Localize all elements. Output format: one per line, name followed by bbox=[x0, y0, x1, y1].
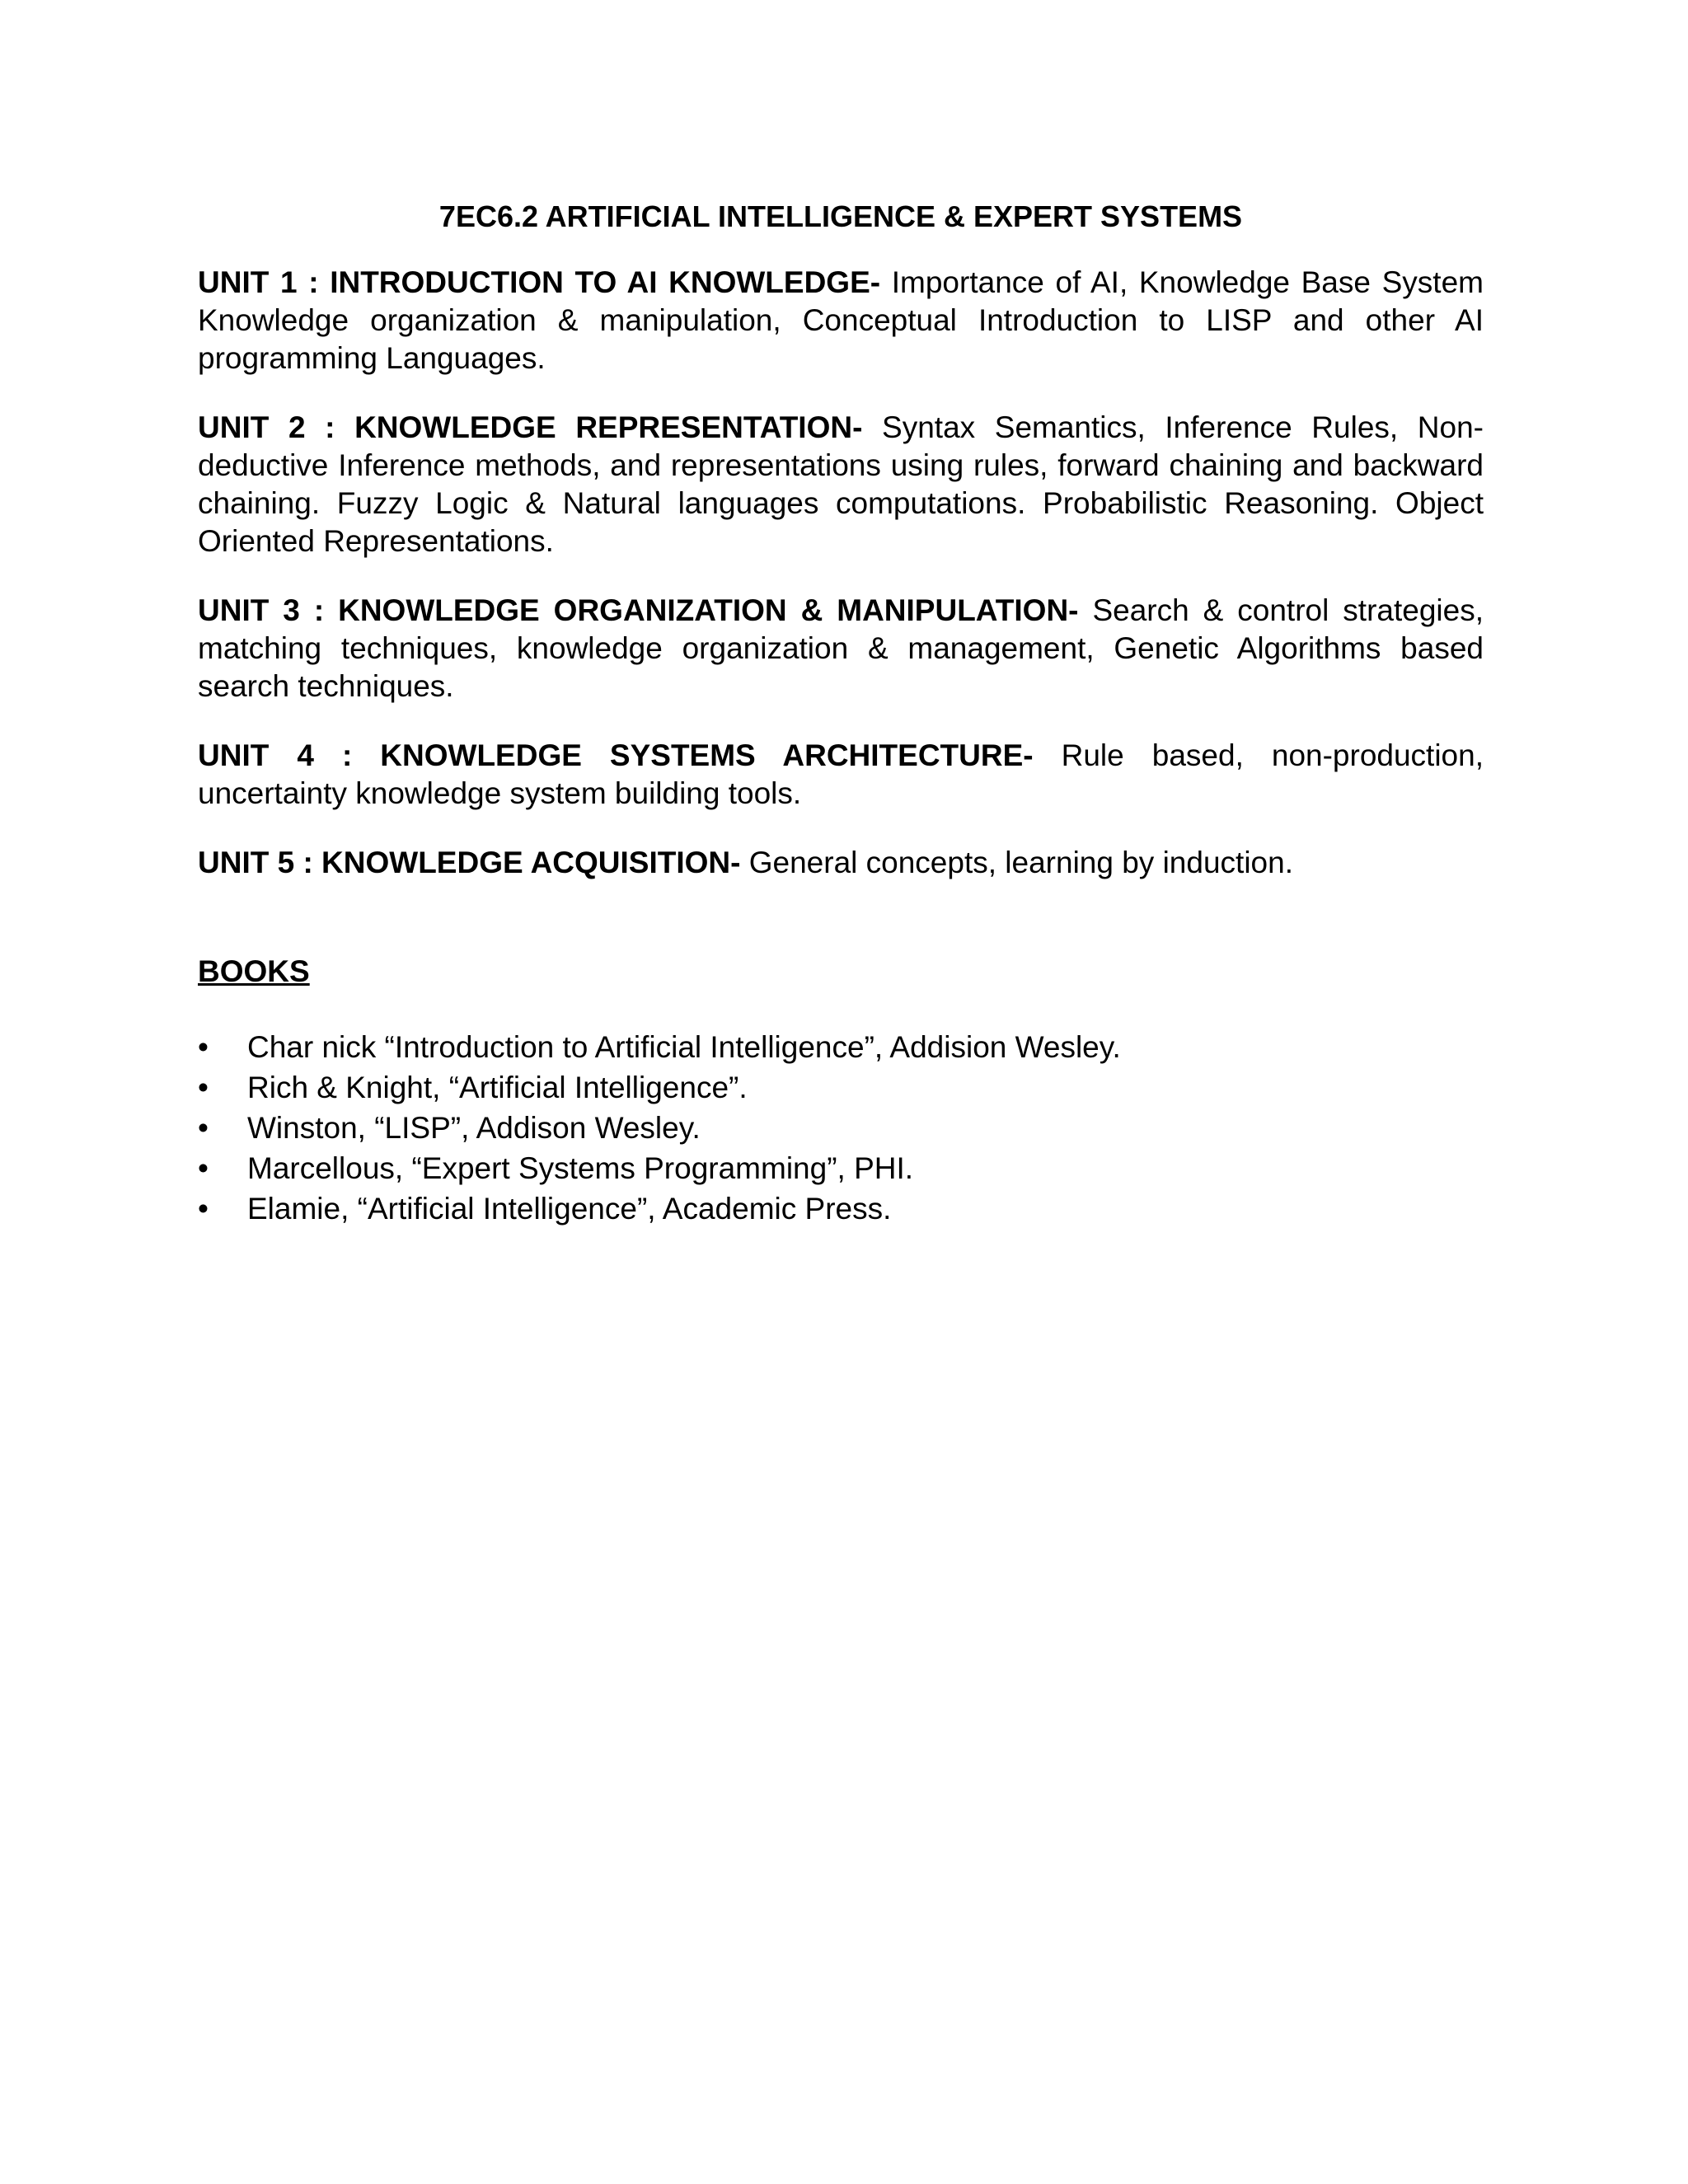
bullet-icon: • bbox=[198, 1071, 209, 1104]
book-list bbox=[198, 1027, 1484, 1229]
unit-5-paragraph bbox=[198, 844, 1484, 882]
bullet-icon: • bbox=[198, 1192, 209, 1226]
book-item bbox=[198, 1067, 1484, 1108]
book-item bbox=[198, 1148, 1484, 1188]
book-item bbox=[198, 1108, 1484, 1148]
unit-3-paragraph bbox=[198, 592, 1484, 705]
unit-4-body: Rule based, non-production, uncertainty knowledge system building tools. bbox=[198, 738, 1484, 810]
unit-4-heading: UNIT 4 : KNOWLEDGE SYSTEMS ARCHITECTURE- bbox=[198, 738, 1034, 772]
document-title: 7EC6.2 ARTIFICIAL INTELLIGENCE & EXPERT SYSTEMS bbox=[438, 199, 1243, 233]
books-heading: BOOKS bbox=[198, 954, 310, 988]
bullet-icon: • bbox=[198, 1030, 209, 1064]
syllabus-page bbox=[198, 198, 1484, 1229]
book-text: Rich & Knight, “Artificial Intelligence”. bbox=[247, 1071, 748, 1104]
bullet-icon: • bbox=[198, 1111, 209, 1145]
unit-2-heading: UNIT 2 : KNOWLEDGE REPRESENTATION- bbox=[198, 410, 863, 444]
unit-1-body: Importance of AI, Knowledge Base System Knowledge organization & manipulation, Conceptual Introduction to LISP and other AI programming Languages. bbox=[198, 265, 1484, 375]
unit-5-body: General concepts, learning by induction. bbox=[740, 846, 1293, 879]
unit-2-paragraph bbox=[198, 409, 1484, 560]
unit-1-paragraph bbox=[198, 264, 1484, 377]
unit-2-body: Syntax Semantics, Inference Rules, Non-deductive Inference methods, and representations using rules, forward chaining and backward chaining. Fuzzy Logic & Natural languages computations. Probabilistic Reasoning. Object Oriented Representations. bbox=[198, 410, 1484, 558]
bullet-icon: • bbox=[198, 1151, 209, 1185]
book-text: Winston, “LISP”, Addison Wesley. bbox=[247, 1111, 701, 1145]
book-item bbox=[198, 1027, 1484, 1067]
book-text: Marcellous, “Expert Systems Programming”, PHI. bbox=[247, 1151, 914, 1185]
unit-5-heading: UNIT 5 : KNOWLEDGE ACQUISITION- bbox=[198, 846, 741, 879]
book-text: Elamie, “Artificial Intelligence”, Academic Press. bbox=[247, 1192, 892, 1226]
unit-4-paragraph bbox=[198, 737, 1484, 813]
unit-3-heading: UNIT 3 : KNOWLEDGE ORGANIZATION & MANIPULATION- bbox=[198, 593, 1079, 627]
book-text: Char nick “Introduction to Artificial Intelligence”, Addision Wesley. bbox=[247, 1030, 1121, 1064]
book-item bbox=[198, 1188, 1484, 1229]
unit-3-body: Search & control strategies, matching techniques, knowledge organization & management, Genetic Algorithms based search techniques. bbox=[198, 593, 1484, 703]
unit-1-heading: UNIT 1 : INTRODUCTION TO AI KNOWLEDGE- bbox=[198, 265, 881, 299]
